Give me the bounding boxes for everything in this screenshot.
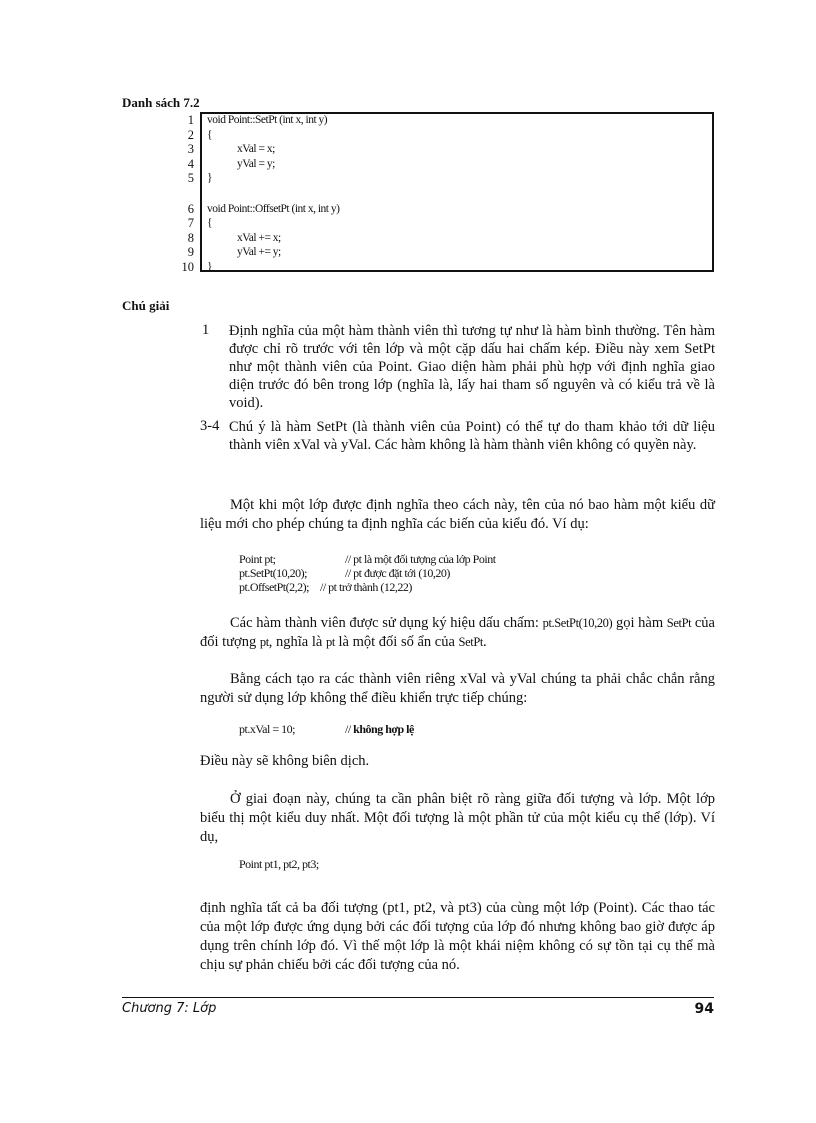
- text-run: gọi hàm: [612, 615, 667, 631]
- line-number: 3: [187, 142, 194, 156]
- code-line: xVal += x;: [237, 231, 281, 244]
- example-comment: [345, 722, 414, 737]
- line-number: 4: [187, 156, 194, 171]
- note-text: Định nghĩa của một hàm thành viên thì tương tự như là hàm bình thường. Tên hàm được chỉ rõ trước với tên lớp và một cặp dấu hai chấm kép. Điều này xem SetPt như một thành viên của Point. Giao diện hàm phải phù hợp với định nghĩa giao diện trước đó bên trong lớp (nghĩa là, lấy hai tham số nguyên và có kiểu trả về là void).: [229, 323, 715, 411]
- line-number: 8: [187, 230, 194, 245]
- example-code: pt.SetPt(10,20);: [239, 566, 308, 580]
- paragraph: Ở giai đoạn này, chúng ta cần phân biệt rõ ràng giữa đối tượng và lớp. Một lớp biểu thị một kiểu duy nhất. Một đối tượng là một phần tử của một kiểu cụ thể (lớp). Ví dụ,: [200, 791, 715, 845]
- footer-chapter: Chương 7: Lớp: [122, 1001, 217, 1016]
- listing-title: Danh sách 7.2: [122, 95, 200, 110]
- text-run: .: [482, 634, 487, 650]
- code-line: xVal = x;: [237, 143, 275, 155]
- inline-code: pt: [259, 635, 269, 649]
- example-code: Point pt;: [239, 552, 276, 566]
- inline-code: SetPt: [458, 635, 483, 649]
- example-code: pt.xVal = 10;: [239, 722, 295, 736]
- paragraph: định nghĩa tất cả ba đối tượng (pt1, pt2, và pt3) của cùng một lớp (Point). Các thao tác của một lớp được ứng dụng bởi các đối tượng của lớp đó nhưng không bao giờ được áp dụng trên chính lớp đó. Vì thế một lớp là một khái niệm không có sự tồn tại cụ thể mà chịu sự phản chiếu bởi các đối tượng của nó.: [200, 900, 715, 973]
- line-number: 7: [187, 216, 194, 230]
- comment-prefix: //: [345, 722, 354, 736]
- line-number: 9: [187, 245, 194, 259]
- text-run: là một đối số ẩn của: [334, 634, 459, 650]
- paragraph: [200, 614, 715, 652]
- line-number: 1: [187, 113, 194, 127]
- example-comment: // pt trở thành (12,22): [320, 580, 412, 594]
- code-line: {: [207, 128, 213, 141]
- inline-code: pt.SetPt(10,20): [542, 616, 613, 630]
- paragraph: Một khi một lớp được định nghĩa theo cách này, tên của nó bao hàm một kiểu dữ liệu mới cho phép chúng ta định nghĩa các biến của kiểu đó. Ví dụ:: [200, 497, 715, 532]
- text-run: của đối tượng: [200, 615, 715, 650]
- line-number: 10: [181, 259, 194, 274]
- paragraph: Điều này sẽ không biên dịch.: [200, 753, 370, 769]
- footer-rule: [122, 997, 714, 998]
- paragraph: Bằng cách tạo ra các thành viên riêng xVal và yVal chúng ta phải chắc chắn rằng người sử dụng lớp không thể điều khiển trực tiếp chúng:: [200, 671, 715, 706]
- code-listing: [207, 113, 339, 274]
- example-code: Point pt1, pt2, pt3;: [239, 857, 319, 871]
- code-line: void Point::OffsetPt (int x, int y): [207, 202, 340, 215]
- code-line: void Point::SetPt (int x, int y): [207, 114, 328, 126]
- text-run: Các hàm thành viên được sử dụng ký hiệu dấu chấm:: [230, 615, 543, 631]
- example-comment: // pt là một đối tượng của lớp Point: [345, 552, 496, 566]
- comment-bold: không hợp lệ: [353, 722, 414, 736]
- code-line: {: [207, 217, 213, 229]
- text-run: , nghĩa là: [268, 634, 326, 650]
- note-text: Chú ý là hàm SetPt (là thành viên của Point) có thể tự do tham khảo tới dữ liệu thành viên xVal và yVal. Các hàm không là hàm thành viên không có quyền này.: [229, 419, 715, 453]
- inline-code: pt: [325, 635, 335, 649]
- note-number: 3-4: [200, 418, 220, 434]
- code-line: }: [207, 260, 213, 273]
- line-number: 6: [187, 201, 194, 216]
- line-numbers: [160, 113, 194, 274]
- inline-code: SetPt: [666, 616, 692, 630]
- page-number: 94: [694, 1001, 714, 1017]
- note-number: 1: [202, 322, 210, 338]
- notes-heading: Chú giải: [122, 298, 170, 313]
- code-line: }: [207, 172, 213, 184]
- line-number: 2: [187, 127, 194, 142]
- code-line: yVal = y;: [237, 157, 275, 170]
- example-code: pt.OffsetPt(2,2);: [239, 580, 309, 594]
- example-comment: // pt được đặt tới (10,20): [345, 566, 450, 580]
- line-number: 5: [187, 171, 194, 185]
- code-line: yVal += y;: [237, 246, 281, 258]
